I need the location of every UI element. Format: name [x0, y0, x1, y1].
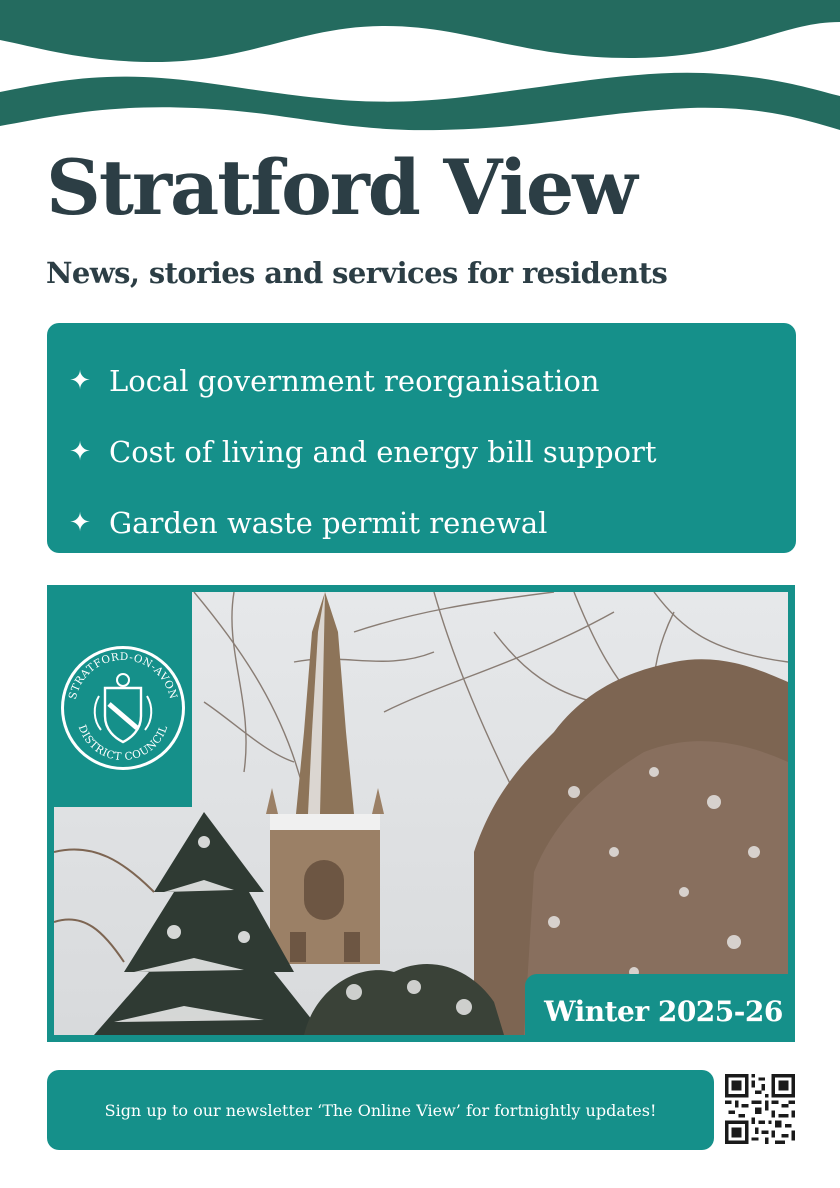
- sparkle-icon: ✦: [69, 436, 91, 467]
- cover-photo-frame: [47, 585, 795, 1042]
- highlights-panel: [47, 323, 796, 553]
- page-title: Stratford View: [46, 143, 636, 232]
- council-crest-logo: [59, 644, 187, 772]
- svg-text:STRATFORD-ON-AVON: STRATFORD-ON-AVON: [66, 650, 180, 701]
- newsletter-signup-banner[interactable]: Sign up to our newsletter ‘The Online View’ for fortnightly updates!: [47, 1070, 714, 1150]
- sparkle-icon: ✦: [69, 507, 91, 538]
- highlight-item: [47, 416, 796, 487]
- svg-text:DISTRICT COUNCIL: DISTRICT COUNCIL: [75, 723, 171, 764]
- page-subtitle: News, stories and services for residents: [46, 256, 668, 290]
- highlight-text: Garden waste permit renewal: [109, 505, 548, 540]
- council-logo-panel: [54, 592, 192, 807]
- highlight-item: [47, 487, 796, 558]
- highlight-text: Local government reorganisation: [109, 363, 600, 398]
- wave-header-graphic: [0, 0, 840, 140]
- qr-code-icon[interactable]: [725, 1074, 795, 1144]
- sparkle-icon: ✦: [69, 365, 91, 396]
- highlight-text: Cost of living and energy bill support: [109, 434, 657, 469]
- cover-photo: [54, 592, 788, 1035]
- edition-label: Winter 2025-26: [525, 974, 788, 1035]
- highlight-item: [47, 345, 796, 416]
